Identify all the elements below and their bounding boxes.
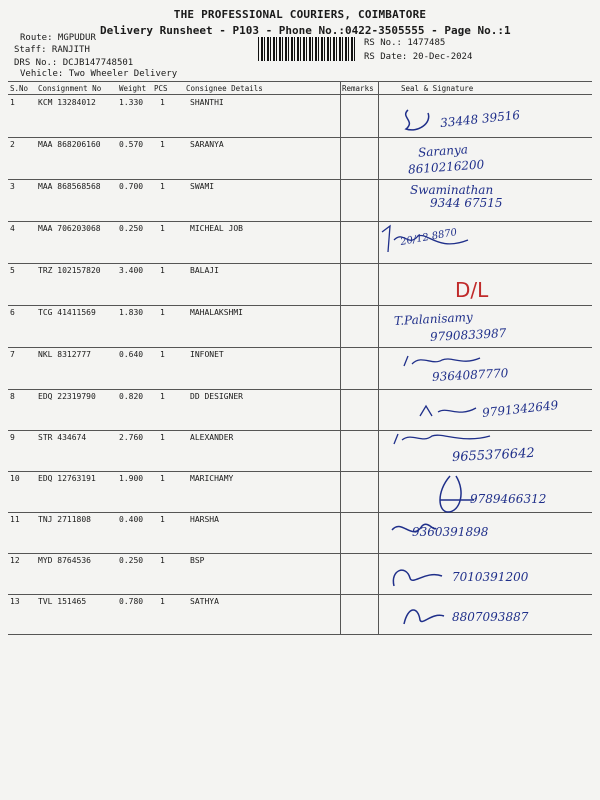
- cell-consignment: EDQ 12763191: [38, 474, 96, 483]
- cell-consignment: NKL 8312777: [38, 350, 91, 359]
- cell-pcs: 1: [160, 350, 165, 359]
- cell-pcs: 1: [160, 140, 165, 149]
- signature-text: 9789466312: [470, 492, 547, 506]
- cell-weight: 1.900: [119, 474, 144, 483]
- cell-sno: 13: [10, 597, 20, 606]
- cell-pcs: 1: [160, 433, 165, 442]
- col-signature: Seal & Signature: [401, 84, 474, 93]
- cell-weight: 3.400: [119, 266, 144, 275]
- cell-sno: 9: [10, 433, 15, 442]
- cell-sno: 7: [10, 350, 15, 359]
- table-top-border: [8, 81, 592, 82]
- cell-pcs: 1: [160, 474, 165, 483]
- route-label: Route: MGPUDUR: [20, 33, 96, 43]
- signature-text: 9364087770: [431, 366, 509, 384]
- signature-text: 9344 67515: [430, 196, 503, 210]
- cell-consignee: SHANTHI: [190, 98, 224, 107]
- row-divider: [8, 179, 592, 180]
- cell-pcs: 1: [160, 308, 165, 317]
- cell-sno: 12: [10, 556, 20, 565]
- signature-text: 7010391200: [452, 570, 529, 584]
- remarks-left-line: [340, 81, 341, 634]
- signature-text: Saranya: [417, 142, 469, 160]
- signature-text: 33448 39516: [439, 107, 521, 131]
- cell-consignee: MAHALAKSHMI: [190, 308, 243, 317]
- header-divider: [8, 94, 592, 95]
- signature-scribble: [398, 105, 438, 135]
- vehicle-label: Vehicle: Two Wheeler Delivery: [20, 69, 178, 79]
- row-divider: [8, 471, 592, 472]
- runsheet-title: Delivery Runsheet - P103 - Phone No.:0422-3505555 - Page No.:1: [100, 24, 511, 37]
- signature-scribble: [418, 402, 478, 422]
- cell-weight: 0.820: [119, 392, 144, 401]
- col-weight: Weight: [119, 84, 147, 93]
- cell-pcs: 1: [160, 98, 165, 107]
- signature-scribble: [392, 430, 492, 450]
- drs-label: DRS No.: DCJB147748501: [14, 58, 134, 68]
- staff-label: Staff: RANJITH: [14, 45, 90, 55]
- cell-consignee: BSP: [190, 556, 205, 565]
- cell-consignee: DD DESIGNER: [190, 392, 243, 401]
- cell-sno: 8: [10, 392, 15, 401]
- col-remarks: Remarks: [342, 84, 374, 93]
- cell-consignee: SARANYA: [190, 140, 224, 149]
- cell-pcs: 1: [160, 392, 165, 401]
- cell-pcs: 1: [160, 556, 165, 565]
- cell-weight: 0.780: [119, 597, 144, 606]
- cell-consignment: TCG 41411569: [38, 308, 96, 317]
- row-divider: [8, 430, 592, 431]
- cell-weight: 0.700: [119, 182, 144, 191]
- row-divider: [8, 512, 592, 513]
- cell-consignment: MYD 8764536: [38, 556, 91, 565]
- cell-weight: 0.250: [119, 556, 144, 565]
- signature-text: 9791342649: [481, 398, 559, 420]
- cell-weight: 1.330: [119, 98, 144, 107]
- signature-scribble: [386, 560, 446, 590]
- cell-sno: 5: [10, 266, 15, 275]
- col-sno: S.No: [10, 84, 29, 93]
- row-divider: [8, 389, 592, 390]
- row-divider: [8, 305, 592, 306]
- signature-scribble: [398, 600, 448, 630]
- cell-consignment: TRZ 102157820: [38, 266, 101, 275]
- cell-weight: 1.830: [119, 308, 144, 317]
- cell-sno: 10: [10, 474, 20, 483]
- cell-consignee: ALEXANDER: [190, 433, 234, 442]
- rs-number: RS No.: 1477485: [364, 38, 446, 48]
- cell-sno: 4: [10, 224, 15, 233]
- cell-weight: 2.760: [119, 433, 144, 442]
- cell-consignment: TVL 151465: [38, 597, 87, 606]
- cell-consignee: MICHEAL JOB: [190, 224, 243, 233]
- cell-pcs: 1: [160, 224, 165, 233]
- company-title: THE PROFESSIONAL COURIERS, COIMBATORE: [173, 8, 427, 21]
- signature-text: 20/12 8870: [399, 227, 458, 248]
- signature-text: 9360391898: [412, 525, 489, 539]
- cell-sno: 11: [10, 515, 20, 524]
- cell-weight: 0.640: [119, 350, 144, 359]
- cell-consignment: STR 434674: [38, 433, 87, 442]
- cell-weight: 0.250: [119, 224, 144, 233]
- barcode: [258, 37, 355, 61]
- signature-text: T.Palanisamy: [393, 309, 474, 329]
- cell-consignment: KCM 13284012: [38, 98, 96, 107]
- cell-consignment: MAA 868206160: [38, 140, 101, 149]
- rs-date: RS Date: 20-Dec-2024: [364, 52, 473, 62]
- cell-consignee: INFONET: [190, 350, 224, 359]
- cell-consignee: BALAJI: [190, 266, 219, 275]
- row-divider: [8, 221, 592, 222]
- delivered-mark: D/L: [455, 278, 489, 302]
- row-divider: [8, 137, 592, 138]
- row-divider: [8, 347, 592, 348]
- signature-text: 9790833987: [429, 326, 507, 344]
- cell-pcs: 1: [160, 182, 165, 191]
- cell-pcs: 1: [160, 515, 165, 524]
- cell-sno: 3: [10, 182, 15, 191]
- cell-consignee: SWAMI: [190, 182, 215, 191]
- row-divider: [8, 553, 592, 554]
- cell-sno: 6: [10, 308, 15, 317]
- table-bottom-border: [8, 634, 592, 635]
- signature-text: Swaminathan: [410, 183, 494, 197]
- cell-sno: 2: [10, 140, 15, 149]
- cell-consignee: SATHYA: [190, 597, 219, 606]
- remarks-right-line: [378, 81, 379, 634]
- row-divider: [8, 263, 592, 264]
- cell-consignee: HARSHA: [190, 515, 219, 524]
- cell-pcs: 1: [160, 597, 165, 606]
- col-consignment: Consignment No: [38, 84, 102, 93]
- row-divider: [8, 594, 592, 595]
- cell-consignment: EDQ 22319790: [38, 392, 96, 401]
- signature-text: 9655376642: [451, 445, 536, 466]
- col-pcs: PCS: [154, 84, 168, 93]
- cell-consignment: MAA 868568568: [38, 182, 101, 191]
- signature-text: 8610216200: [407, 157, 485, 177]
- cell-consignee: MARICHAMY: [190, 474, 234, 483]
- cell-consignment: MAA 706203068: [38, 224, 101, 233]
- cell-pcs: 1: [160, 266, 165, 275]
- cell-consignment: TNJ 2711808: [38, 515, 91, 524]
- signature-text: 8807093887: [452, 610, 529, 624]
- cell-weight: 0.570: [119, 140, 144, 149]
- cell-weight: 0.400: [119, 515, 144, 524]
- cell-sno: 1: [10, 98, 15, 107]
- col-consignee: Consignee Details: [186, 84, 263, 93]
